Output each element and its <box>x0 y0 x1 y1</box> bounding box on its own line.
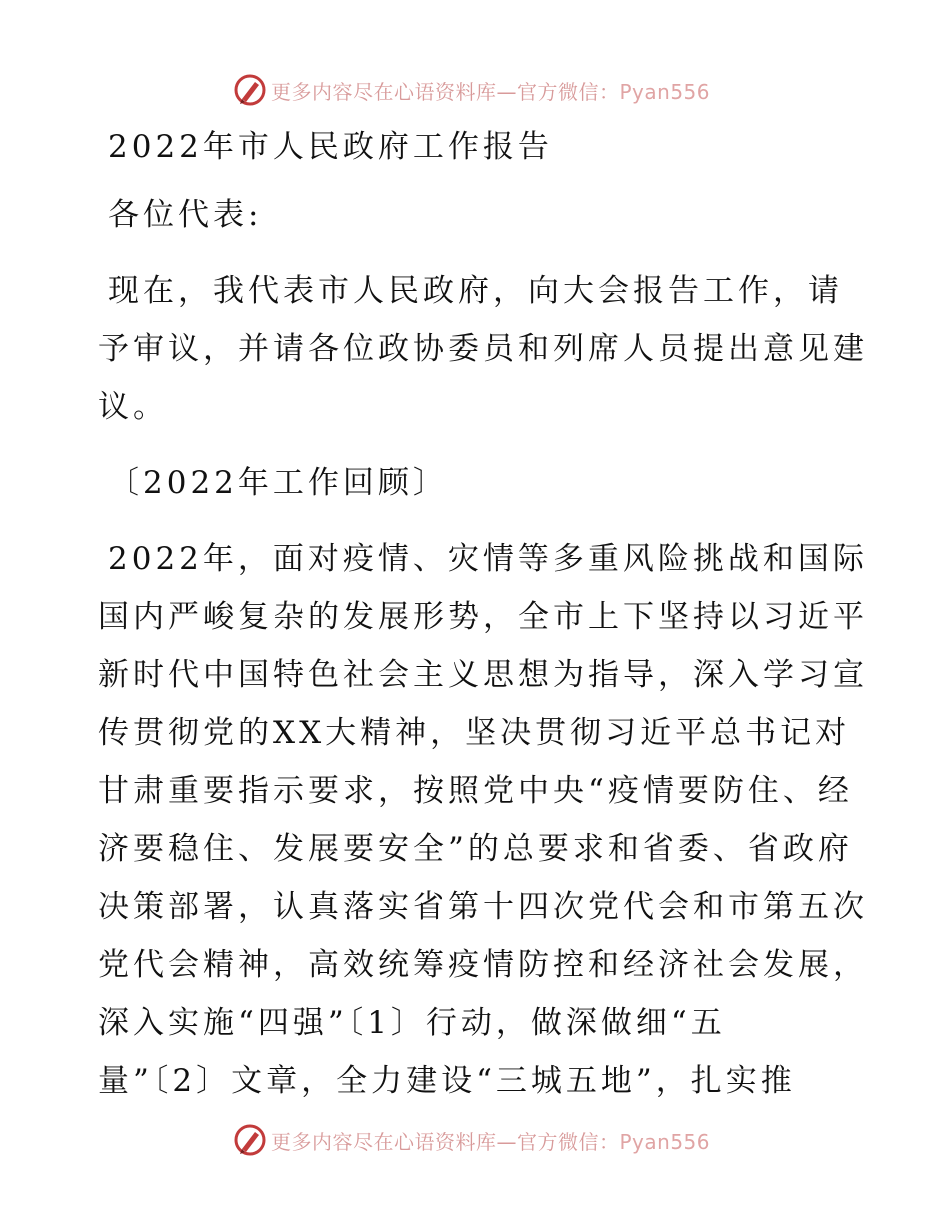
paragraph-line: 深入实施“四强”〔1〕行动，做深做细“五 <box>98 1005 726 1041</box>
paragraph-line: 量”〔2〕文章，全力建设“三城五地”，扎实推 <box>98 1063 796 1099</box>
paragraph-line: 2022年，面对疫情、灾情等多重风险挑战和国际 <box>108 541 868 577</box>
paragraph-line: 传贯彻党的XX大精神，坚决贯彻习近平总书记对 <box>98 715 851 751</box>
paragraph-line: 决策部署，认真落实省第十四次党代会和市第五次 <box>98 889 868 925</box>
watermark-header <box>233 72 710 108</box>
document-title: 2022年市人民政府工作报告 <box>108 129 553 165</box>
paragraph-line: 国内严峻复杂的发展形势，全市上下坚持以习近平 <box>98 599 868 635</box>
paragraph-line: 现在，我代表市人民政府，向大会报告工作，请 <box>108 273 843 309</box>
document-body <box>98 118 868 1110</box>
paragraph-line: 新时代中国特色社会主义思想为指导，深入学习宣 <box>98 657 868 693</box>
paragraph-line: 党代会精神，高效统筹疫情防控和经济社会发展， <box>98 947 868 983</box>
paragraph-line: 甘肃重要指示要求，按照党中央“疫情要防住、经 <box>98 773 853 809</box>
paragraph-line: 济要稳住、发展要安全”的总要求和省委、省政府 <box>98 831 853 867</box>
paragraph-line: 予审议，并请各位政协委员和列席人员提出意见建 <box>98 331 868 367</box>
section-heading: 〔2022年工作回顾〕 <box>108 465 448 501</box>
pen-logo-icon <box>233 1123 267 1157</box>
paragraph-line: 议。 <box>98 389 168 425</box>
watermark-footer <box>233 1122 710 1158</box>
watermark-text: 更多内容尽在心语资料库—官方微信：Pyan556 <box>271 79 711 104</box>
intro-paragraph <box>98 262 868 436</box>
salutation: 各位代表: <box>108 197 263 233</box>
review-paragraph <box>98 530 868 1110</box>
pen-logo-icon <box>233 73 267 107</box>
watermark-text: 更多内容尽在心语资料库—官方微信：Pyan556 <box>271 1129 711 1154</box>
